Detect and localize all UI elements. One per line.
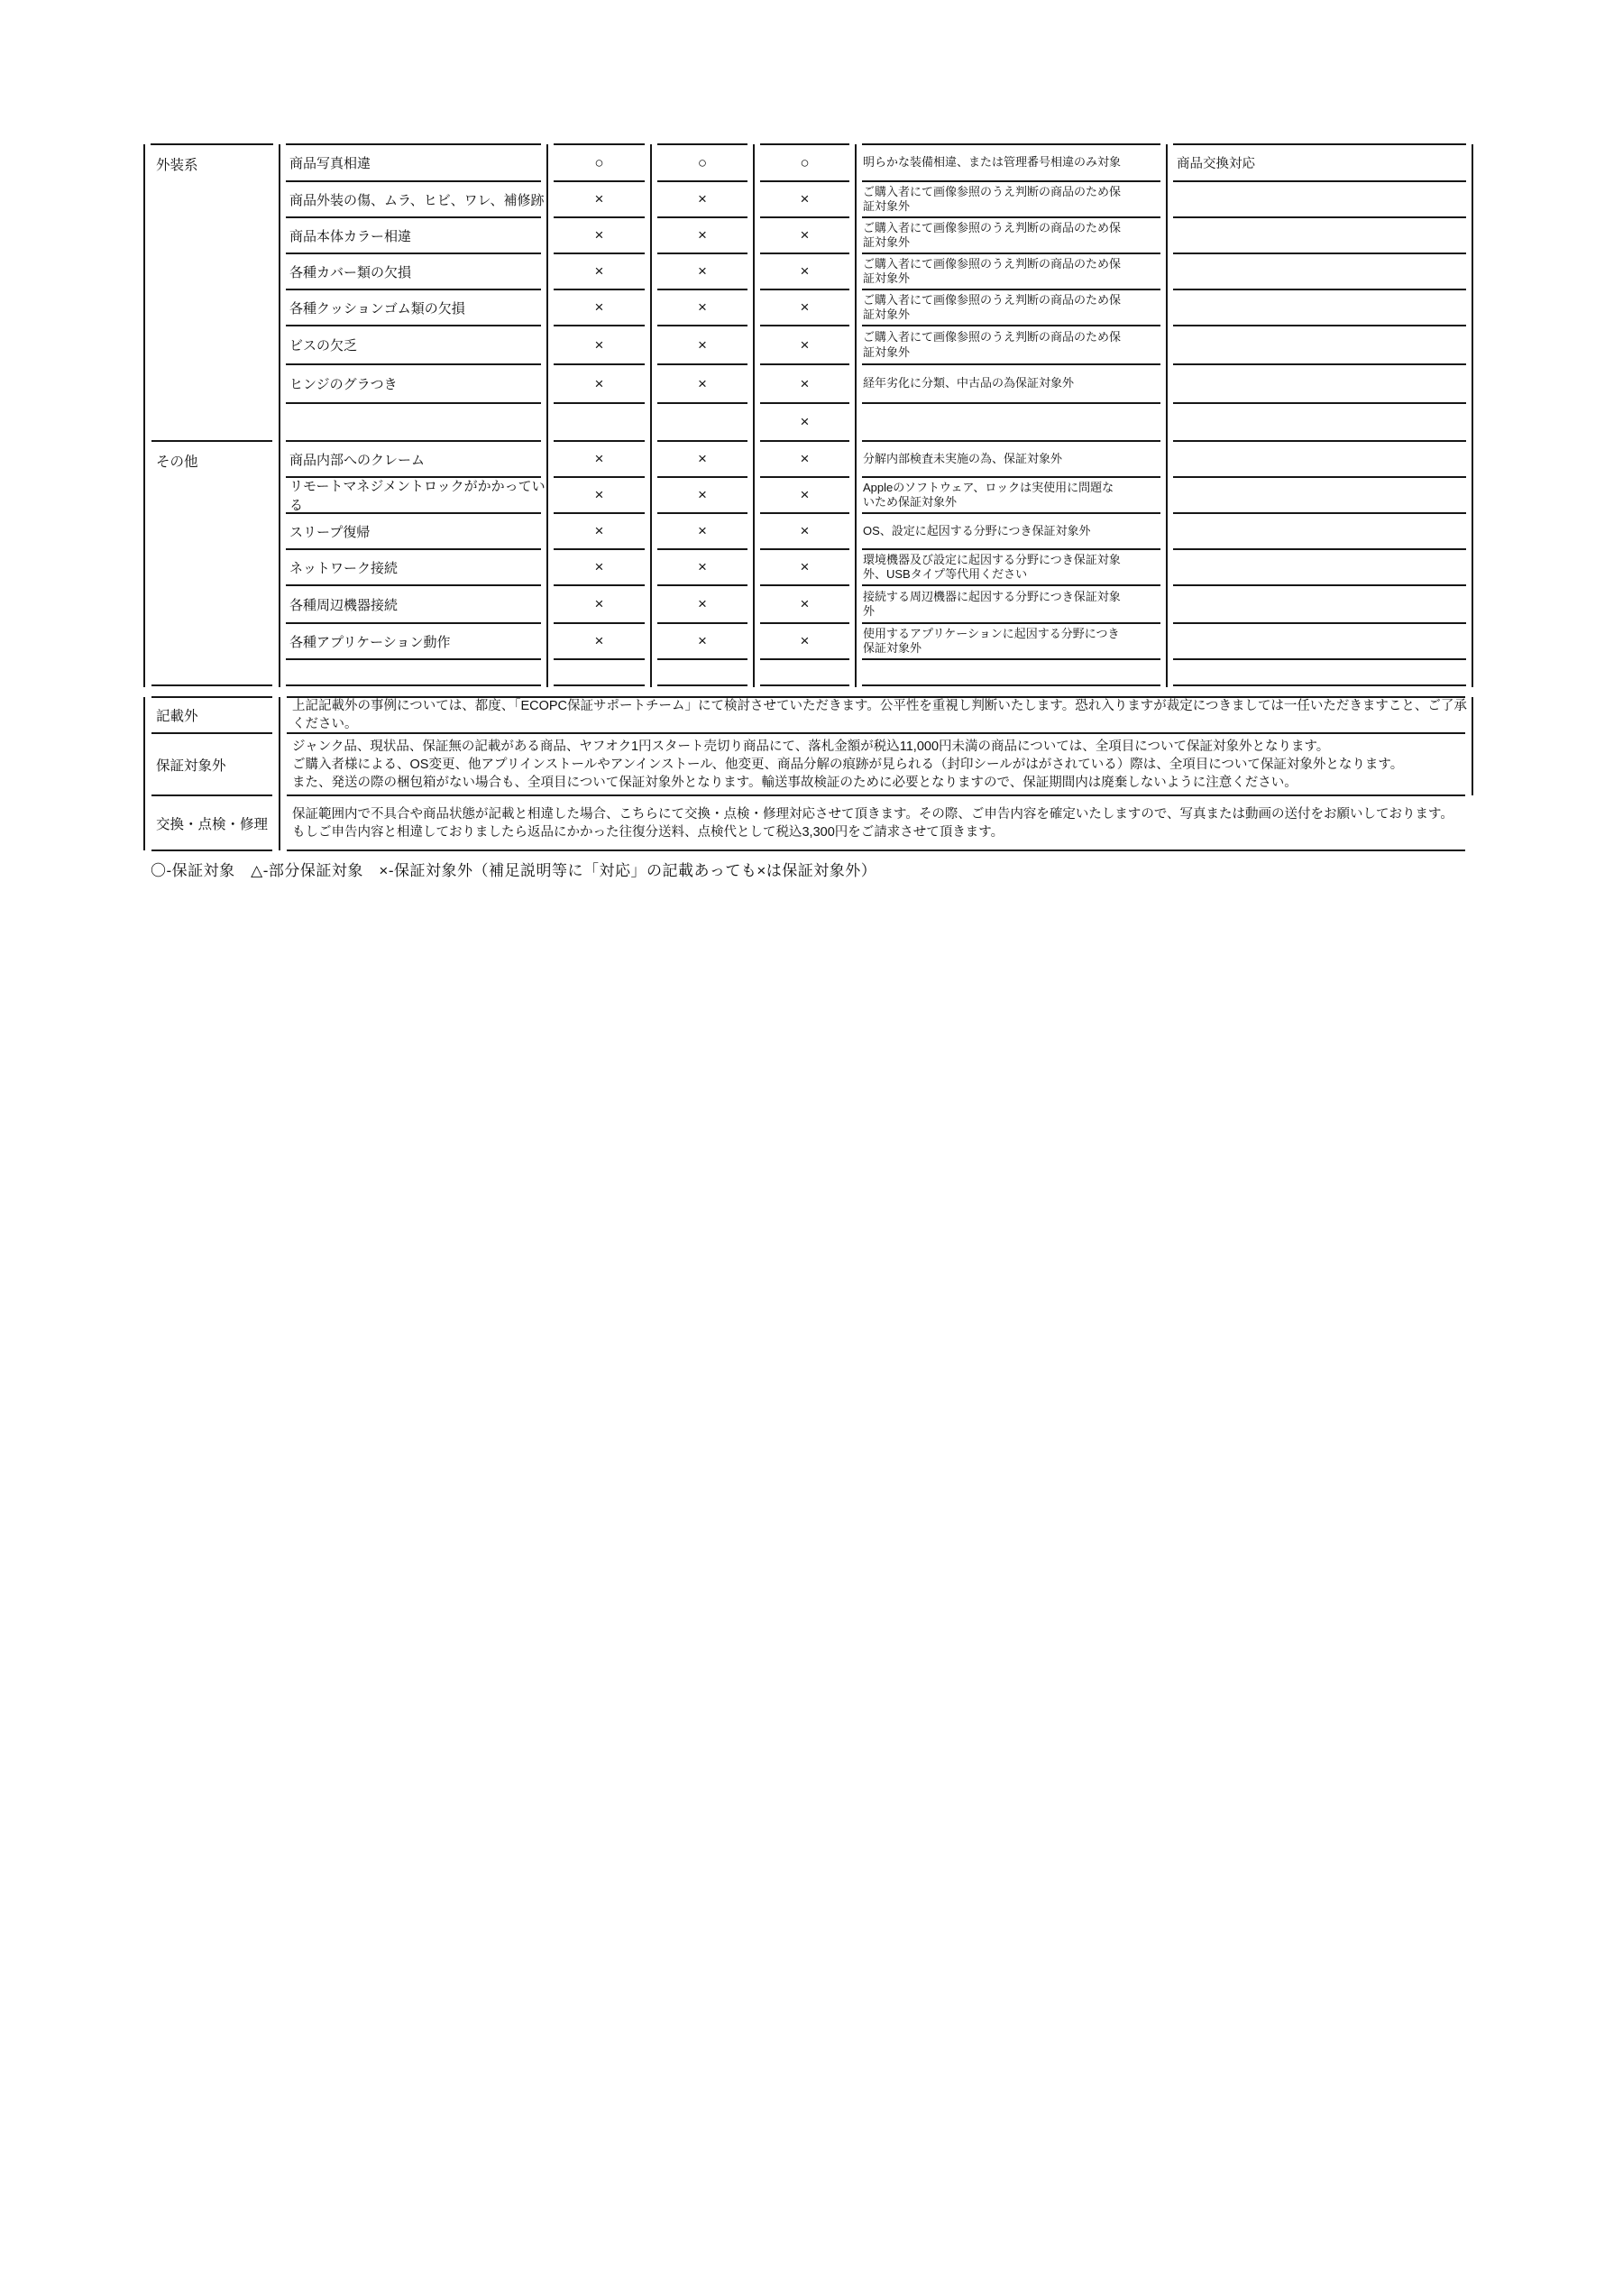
extra-cell — [1167, 623, 1472, 659]
footer-text-line: ご購入者様による、OS変更、他アプリインストールやアンインストール、他変更、商品分解の痕跡が見られる（封印シールがはがされている）際は、全項目について保証対象外となります。 — [292, 757, 1404, 772]
mark-cell — [547, 441, 651, 477]
extra-cell — [1167, 659, 1472, 685]
mark-cell — [547, 181, 651, 217]
item-cell — [280, 441, 547, 477]
extra-cell — [1167, 181, 1472, 217]
note-cell-text: Appleのソフトウェア、ロックは実使用に問題ないため保証対象外 — [863, 480, 1114, 509]
mark-cell-text: × — [698, 226, 707, 243]
extra-cell — [1167, 403, 1472, 441]
mark-cell — [547, 144, 651, 181]
mark-cell — [651, 623, 754, 659]
mark-cell-text: × — [698, 374, 707, 392]
mark-cell — [754, 403, 856, 441]
mark-cell — [651, 326, 754, 364]
mark-cell — [547, 623, 651, 659]
extra-cell — [1167, 513, 1472, 549]
mark-cell-text: × — [800, 450, 810, 467]
mark-cell — [651, 217, 754, 253]
mark-cell — [547, 289, 651, 326]
mark-cell-text: × — [800, 558, 810, 575]
mark-cell — [651, 549, 754, 585]
item-cell — [280, 253, 547, 289]
item-cell-text: リモートマネジメントロックがかかっている — [289, 479, 546, 513]
mark-cell-text: × — [594, 632, 604, 649]
note-cell-text: 接続する周辺機器に起因する分野につき保証対象外 — [863, 589, 1121, 618]
note-cell-text: ご購入者にて画像参照のうえ判断の商品のため保証対象外 — [863, 184, 1122, 213]
mark-cell-text: × — [594, 335, 604, 354]
item-cell-text: 商品写真相違 — [289, 156, 371, 171]
divider-line — [143, 144, 145, 687]
mark-cell-text: ○ — [800, 153, 810, 171]
footer-row — [144, 697, 1472, 733]
mark-cell — [547, 326, 651, 364]
note-cell-text: OS、設定に起因する分野につき保証対象外 — [863, 523, 1091, 537]
mark-cell-text: × — [594, 298, 604, 316]
note-cell — [856, 217, 1167, 253]
mark-cell-text: × — [594, 558, 604, 575]
item-cell-text: スリープ復帰 — [289, 524, 371, 540]
note-cell — [856, 403, 1167, 441]
note-cell — [856, 549, 1167, 585]
note-cell — [856, 364, 1167, 403]
note-cell-text: 経年劣化に分類、中古品の為保証対象外 — [863, 376, 1075, 390]
item-cell — [280, 585, 547, 623]
mark-cell-text: × — [594, 522, 604, 539]
mark-cell — [651, 253, 754, 289]
mark-column-3 — [754, 144, 856, 685]
item-cell — [280, 513, 547, 549]
note-cell — [856, 585, 1167, 623]
mark-cell-text: × — [698, 450, 707, 467]
mark-cell-text: × — [800, 335, 810, 354]
mark-cell-text: × — [800, 486, 810, 503]
mark-cell-text: × — [698, 298, 707, 316]
mark-cell-text: × — [594, 374, 604, 392]
extra-note-column — [1167, 144, 1472, 685]
category-column — [144, 144, 280, 685]
extra-cell — [1167, 585, 1472, 623]
mark-cell-text: × — [594, 262, 604, 280]
footer-row — [144, 795, 1472, 850]
note-cell — [856, 623, 1167, 659]
mark-cell — [754, 181, 856, 217]
mark-cell — [651, 289, 754, 326]
footer-text — [280, 697, 1472, 733]
footer-label-text: 保証対象外 — [156, 758, 226, 774]
item-cell — [280, 181, 547, 217]
item-cell-text: ビスの欠乏 — [289, 338, 358, 354]
footer-text-line: 上記記載外の事例については、都度、「ECOPC保証サポートチーム」にて検討させていただきます。公平性を重視し判断いたします。恐れ入りますが裁定につきましては一任いただきますこと、ご了承ください。 — [292, 699, 1467, 731]
item-cell-text: 各種クッションゴム類の欠損 — [289, 300, 465, 317]
mark-cell — [547, 364, 651, 403]
mark-cell — [547, 253, 651, 289]
mark-cell-text: × — [800, 595, 810, 612]
mark-cell — [651, 144, 754, 181]
note-cell — [856, 513, 1167, 549]
mark-cell — [651, 441, 754, 477]
item-cell-text: 商品外装の傷、ムラ、ヒビ、ワレ、補修跡 — [289, 192, 545, 208]
mark-cell-text: × — [594, 486, 604, 503]
mark-cell-text: × — [594, 595, 604, 612]
note-column — [856, 144, 1167, 685]
mark-cell — [754, 549, 856, 585]
footer-text-line: 保証範囲内で不具合や商品状態が記載と相違した場合、こちらにて交換・点検・修理対応させて頂きます。その際、ご申告内容を確定いたしますので、写真または動画の送付をお願いしております。 — [292, 806, 1453, 822]
note-cell — [856, 181, 1167, 217]
note-cell-text: 環境機器及び設定に起因する分野につき保証対象外、USBタイプ等代用ください — [863, 552, 1121, 581]
item-cell — [280, 549, 547, 585]
marks-legend: 〇-保証対象 △-部分保証対象 ×-保証対象外（補足説明等に「対応」の記載あっても×は保証対象外） — [151, 862, 877, 879]
mark-cell-text: ○ — [697, 153, 708, 171]
note-cell-text: ご購入者にて画像参照のうえ判断の商品のため保証対象外 — [863, 256, 1122, 285]
mark-cell — [754, 513, 856, 549]
mark-cell-text: ○ — [594, 153, 604, 171]
footer-text — [280, 733, 1472, 795]
mark-cell-text: × — [698, 558, 707, 575]
mark-cell-text: × — [594, 226, 604, 243]
note-cell-text: ご購入者にて画像参照のうえ判断の商品のため保証対象外 — [863, 292, 1122, 321]
footer-text-line: また、発送の際の梱包箱がない場合も、全項目について保証対象外となります。輸送事故検証のために必要となりますので、保証期間内は廃棄しないように注意ください。 — [292, 775, 1297, 790]
item-cell — [280, 364, 547, 403]
mark-cell — [651, 403, 754, 441]
mark-cell-text: × — [698, 522, 707, 539]
mark-cell — [651, 513, 754, 549]
mark-cell-text: × — [698, 486, 707, 503]
divider-line — [1166, 144, 1168, 687]
note-cell-text: 分解内部検査未実施の為、保証対象外 — [863, 451, 1063, 465]
note-cell-text: ご購入者にて画像参照のうえ判断の商品のため保証対象外 — [863, 330, 1122, 359]
item-cell-text: ヒンジのグラつき — [289, 377, 398, 392]
note-cell — [856, 289, 1167, 326]
mark-cell-text: × — [594, 190, 604, 207]
extra-cell — [1167, 326, 1472, 364]
divider-line — [1472, 144, 1473, 687]
mark-cell — [547, 549, 651, 585]
item-cell — [280, 477, 547, 513]
mark-cell — [651, 659, 754, 685]
mark-cell — [547, 513, 651, 549]
mark-cell — [754, 253, 856, 289]
extra-cell — [1167, 549, 1472, 585]
category-label: その他 — [156, 455, 198, 470]
mark-cell-text: × — [698, 595, 707, 612]
mark-cell-text: × — [698, 335, 707, 354]
mark-cell — [547, 585, 651, 623]
mark-cell-text: × — [698, 190, 707, 207]
mark-column-2 — [651, 144, 754, 685]
item-cell — [280, 659, 547, 685]
mark-column-1 — [547, 144, 651, 685]
item-cell — [280, 326, 547, 364]
mark-cell-text: × — [698, 632, 707, 649]
footer-text-line: ジャンク品、現状品、保証無の記載がある商品、ヤフオク1円スタート売切り商品にて、落札金額が税込11,000円未満の商品については、全項目について保証対象外となります。 — [292, 739, 1330, 754]
mark-cell — [754, 326, 856, 364]
item-column — [280, 144, 547, 685]
divider-line — [855, 144, 857, 687]
item-cell-text: 各種周辺機器接続 — [289, 597, 399, 613]
footer-row — [144, 733, 1472, 795]
mark-cell-text: × — [800, 632, 810, 649]
note-cell — [856, 659, 1167, 685]
category-cell — [144, 144, 280, 441]
mark-cell — [754, 364, 856, 403]
footer-text-line: もしご申告内容と相違しておりましたら返品にかかった往復分送料、点検代として税込3,300円をご請求させて頂きます。 — [292, 824, 1004, 840]
note-cell — [856, 477, 1167, 513]
mark-cell — [754, 217, 856, 253]
mark-cell — [754, 477, 856, 513]
mark-cell — [754, 623, 856, 659]
mark-cell-text: × — [800, 298, 810, 316]
note-cell-text: 使用するアプリケーションに起因する分野につき保証対象外 — [863, 626, 1120, 655]
mark-cell — [651, 181, 754, 217]
mark-cell — [547, 659, 651, 685]
item-cell-text: 各種アプリケーション動作 — [289, 634, 451, 650]
item-cell-text: 商品本体カラー相違 — [289, 228, 412, 244]
mark-cell — [754, 144, 856, 181]
mark-cell — [754, 659, 856, 685]
extra-cell — [1167, 217, 1472, 253]
note-cell — [856, 441, 1167, 477]
item-cell — [280, 623, 547, 659]
item-cell — [280, 217, 547, 253]
mark-cell — [547, 477, 651, 513]
item-cell-text: 各種カバー類の欠損 — [289, 264, 412, 280]
divider-line — [650, 144, 652, 687]
mark-cell — [754, 441, 856, 477]
footer-label — [144, 795, 280, 850]
extra-cell — [1167, 364, 1472, 403]
footer-label-text: 交換・点検・修理 — [156, 816, 269, 832]
extra-cell — [1167, 144, 1472, 181]
mark-cell-text: × — [698, 262, 707, 280]
mark-cell — [651, 364, 754, 403]
mark-cell — [651, 477, 754, 513]
item-cell — [280, 144, 547, 181]
mark-cell-text: × — [800, 262, 810, 280]
footer-rows — [144, 697, 1472, 850]
footer-text — [280, 795, 1472, 850]
mark-cell-text: × — [594, 450, 604, 467]
mark-cell-text: × — [800, 522, 810, 539]
mark-cell — [651, 585, 754, 623]
mark-cell-text: × — [800, 413, 810, 430]
note-cell — [856, 144, 1167, 181]
mark-cell-text: × — [800, 226, 810, 243]
extra-cell — [1167, 289, 1472, 326]
warranty-table — [144, 144, 1472, 685]
mark-cell — [754, 585, 856, 623]
footer-label — [144, 697, 280, 733]
note-cell-text: ご購入者にて画像参照のうえ判断の商品のため保証対象外 — [863, 220, 1122, 249]
divider-line — [279, 144, 280, 687]
footer-label-text: 記載外 — [156, 709, 198, 724]
extra-cell-text: 商品交換対応 — [1177, 157, 1255, 171]
divider-line — [546, 144, 548, 687]
mark-cell — [754, 289, 856, 326]
item-cell-text: 商品内部へのクレーム — [289, 452, 426, 468]
category-label: 外装系 — [156, 158, 198, 173]
note-cell — [856, 253, 1167, 289]
item-cell — [280, 289, 547, 326]
divider-line — [753, 144, 755, 687]
extra-cell — [1167, 441, 1472, 477]
note-cell-text: 明らかな装備相違、または管理番号相違のみ対象 — [863, 155, 1122, 170]
footer-label — [144, 733, 280, 795]
mark-cell — [547, 403, 651, 441]
item-cell — [280, 403, 547, 441]
category-cell — [144, 441, 280, 685]
extra-cell — [1167, 477, 1472, 513]
note-cell — [856, 326, 1167, 364]
extra-cell — [1167, 253, 1472, 289]
mark-cell-text: × — [800, 190, 810, 207]
mark-cell-text: × — [800, 374, 810, 392]
mark-cell — [547, 217, 651, 253]
item-cell-text: ネットワーク接続 — [289, 560, 399, 576]
